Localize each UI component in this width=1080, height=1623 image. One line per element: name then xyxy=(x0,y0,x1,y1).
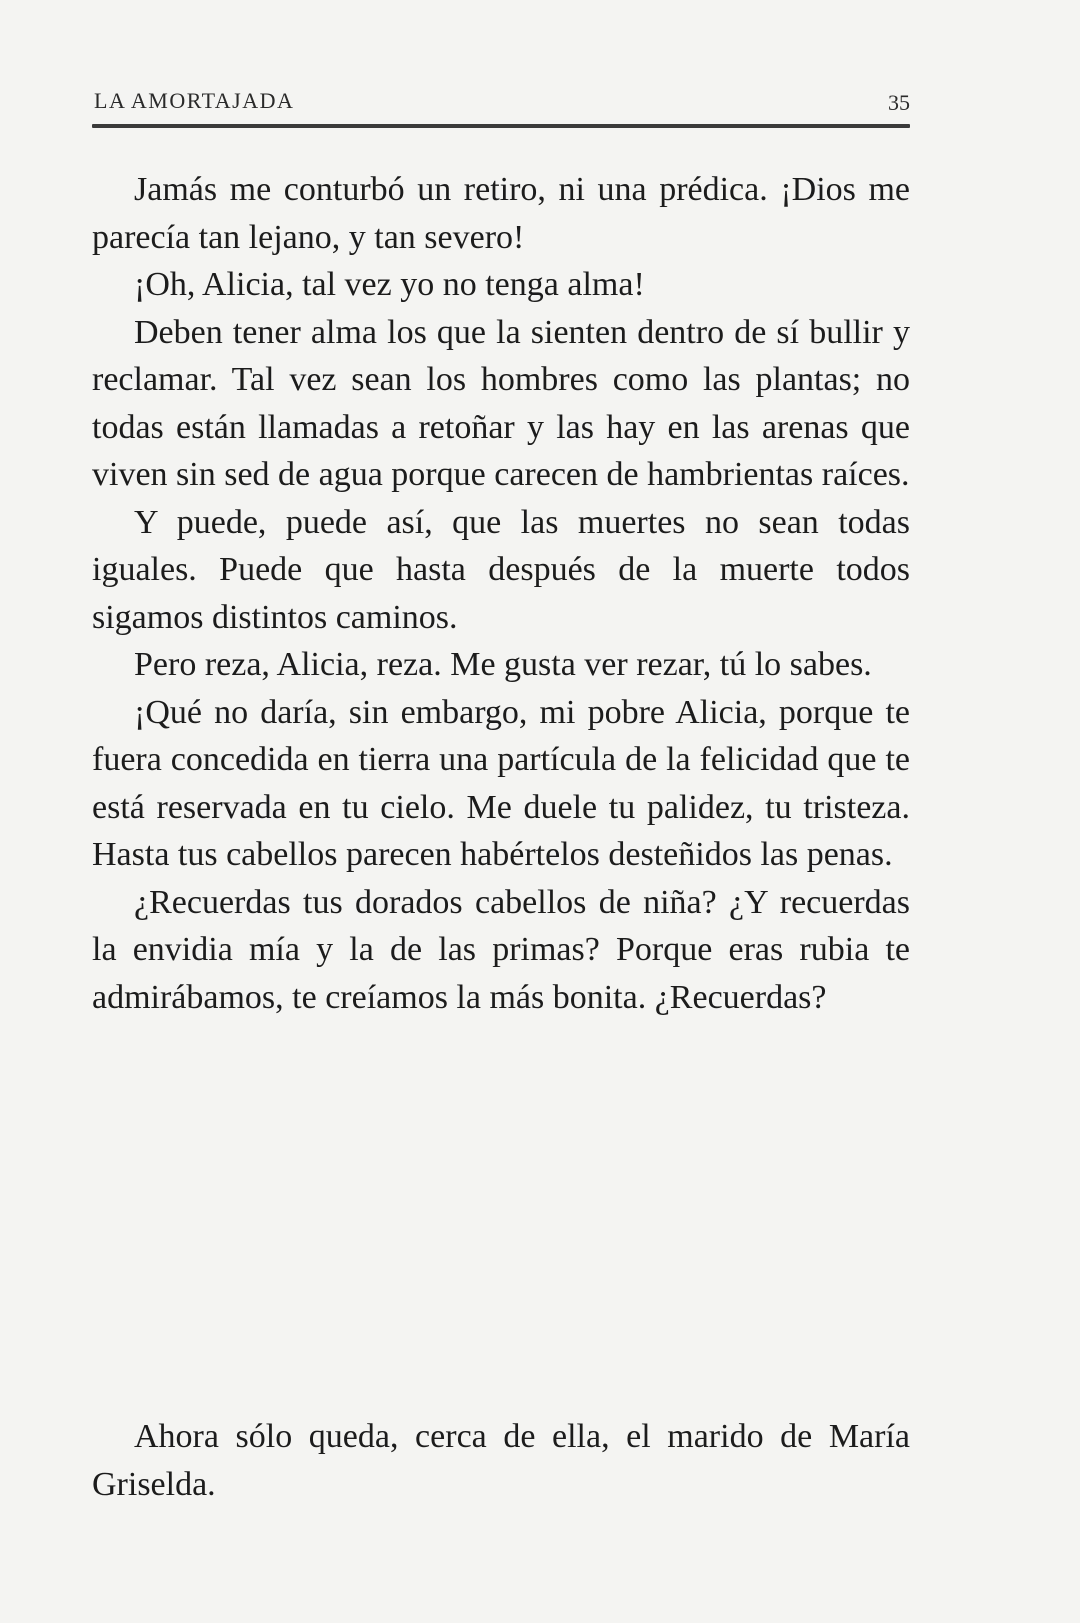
paragraph: Pero reza, Alicia, reza. Me gusta ver rezar, tú lo sabes. xyxy=(134,646,872,683)
page-header xyxy=(92,82,910,118)
paragraph: ¡Qué no daría, sin embargo, mi pobre Alicia, porque te fuera concedida en tierra una partícula de la felicidad que te está reservada en tu cielo. Me duele tu palidez, tu tristeza. Hasta tus cabellos parecen habértelos desteñidos las penas. xyxy=(92,693,910,873)
body-text xyxy=(92,166,910,1021)
header-rule xyxy=(92,124,910,128)
paragraph: ¿Recuerdas tus dorados cabellos de niña? ¿Y recuerdas la envidia mía y la de las primas? Porque eras rubia te admirábamos, te creíamos la más bonita. ¿Recuerdas? xyxy=(92,883,910,1016)
paragraph: Jamás me conturbó un retiro, ni una prédica. ¡Dios me parecía tan lejano, y tan severo! xyxy=(92,171,910,256)
running-head: LA AMORTAJADA xyxy=(94,88,295,113)
paragraph: ¡Oh, Alicia, tal vez yo no tenga alma! xyxy=(134,266,645,303)
paragraph: Y puede, puede así, que las muertes no sean todas iguales. Puede que hasta después de la muerte todos sigamos distintos caminos. xyxy=(92,503,910,636)
paragraph: Deben tener alma los que la sienten dentro de sí bullir y reclamar. Tal vez sean los hombres como las plantas; no todas están llamadas a retoñar y las hay en las arenas que viven sin sed de agua porque carecen de hambrientas raíces. xyxy=(92,313,910,493)
paragraph: Ahora sólo queda, cerca de ella, el marido de María Griselda. xyxy=(92,1418,910,1503)
page-number: 35 xyxy=(888,90,910,115)
section-break-text xyxy=(92,1413,910,1508)
